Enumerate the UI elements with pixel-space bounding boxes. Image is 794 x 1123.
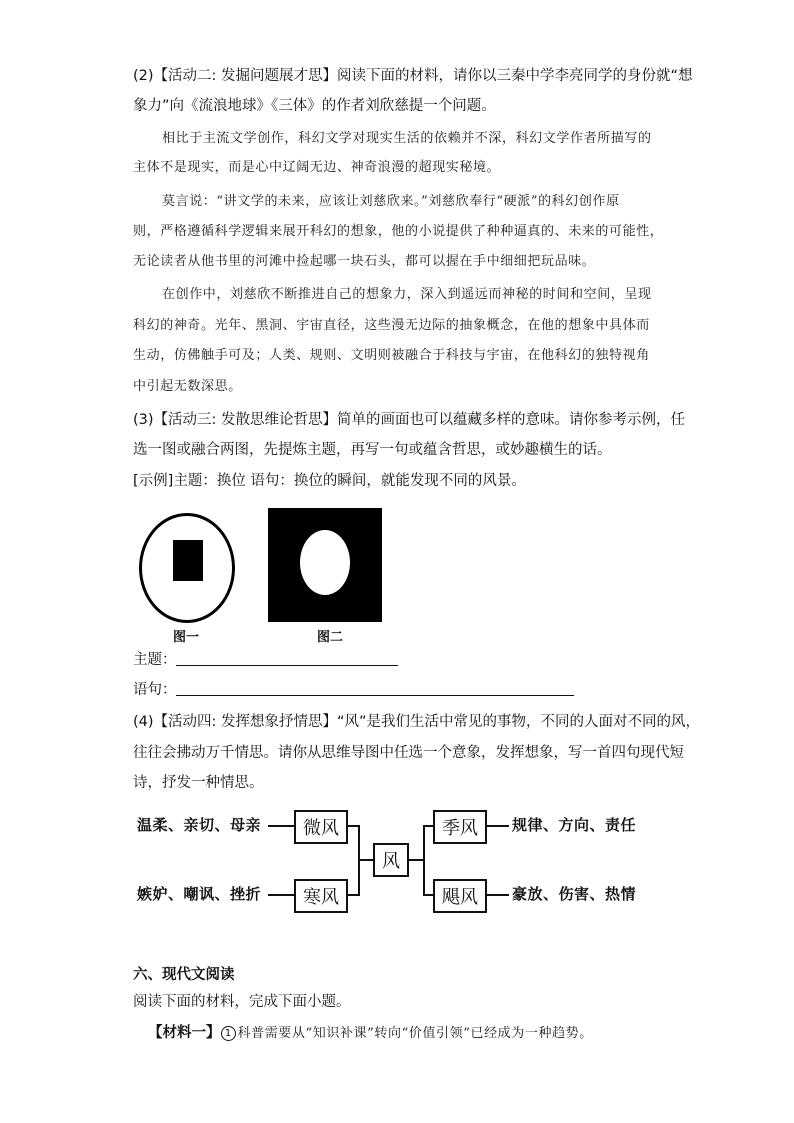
figure-2-white-oval	[300, 530, 350, 595]
connector-jufeng-left	[423, 894, 433, 896]
q3-prompt-line-2: 选一图或融合两图，先提炼主题，再写一句或蕴含哲思，或妙趣横生的话。	[133, 442, 612, 458]
weifeng-box: 微风	[294, 810, 348, 844]
weifeng-associations: 温柔、亲切、母亲	[137, 816, 262, 834]
jifeng-box: 季风	[433, 810, 487, 844]
jufeng-associations: 豪放、伤害、热情	[512, 885, 637, 903]
connector-jufeng-right	[487, 894, 509, 896]
q2-material-p1-line-1: 相比于主流文学创作，科幻文学对现实生活的依赖并不深，科幻文学作者所描写的	[162, 131, 652, 146]
circled-number-1: 1	[221, 1026, 236, 1041]
section-6-instructions: 阅读下面的材料，完成下面小题。	[133, 994, 351, 1010]
q2-material-p2-line-2: 则，严格遵循科学逻辑来展开科幻的想象，他的小说提供了种种逼真的、未来的可能性，	[133, 224, 664, 239]
q2-material-p3-line-3: 生动，仿佛触手可及；人类、规则、文明则被融合于科技与宇宙，在他科幻的独特视角	[133, 348, 650, 363]
connector-left-to-center	[358, 859, 373, 861]
material-1-line	[148, 1023, 593, 1044]
hanfeng-box: 寒风	[294, 879, 348, 913]
q2-prompt-line-1: (2)【活动二: 发掘问题展才思】阅读下面的材料，请你以三秦中学李亮同学的身份就“想	[133, 68, 693, 84]
jufeng-box: 飓风	[433, 879, 487, 913]
q4-prompt-line-3: 诗，抒发一种情思。	[133, 775, 264, 791]
connector-right-vertical	[423, 825, 425, 896]
q2-material-p2-line-1: 莫言说：“讲文学的未来，应该让刘慈欣来。”刘慈欣奉行“硬派”的科幻创作原	[162, 194, 620, 209]
sentence-label: 语句：	[133, 682, 177, 698]
connector-jifeng-left	[423, 825, 433, 827]
q2-material-p1-line-2: 主体不是现实，而是心中辽阔无边、神奇浪漫的超现实秘境。	[133, 160, 501, 175]
q2-material-p3-line-4: 中引起无数深思。	[133, 379, 242, 394]
theme-label: 主题：	[133, 652, 177, 668]
theme-answer-blank[interactable]	[176, 665, 398, 666]
sentence-answer-blank[interactable]	[176, 695, 574, 696]
jifeng-associations: 规律、方向、责任	[512, 816, 637, 834]
q2-material-p3-line-1: 在创作中，刘慈欣不断推进自己的想象力，深入到遥远而神秘的时间和空间，呈现	[162, 287, 652, 302]
figure-1-caption: 图一	[173, 630, 200, 645]
q2-material-p3-line-2: 科幻的神奇。光年、黑洞、宇宙直径，这些漫无边际的抽象概念，在他的想象中具体而	[133, 318, 650, 333]
material-1-label: 【材料一】	[148, 1025, 221, 1041]
q3-example: [示例]主题：换位 语句：换位的瞬间，就能发现不同的风景。	[133, 473, 526, 489]
feng-center-box: 风	[373, 843, 409, 877]
q4-prompt-line-2: 往往会拂动万千情思。请你从思维导图中任选一个意象，发挥想象，写一首四句现代短	[133, 745, 684, 761]
section-6-heading: 六、现代文阅读	[133, 967, 235, 983]
q2-prompt-line-2: 象力”向《流浪地球》《三体》的作者刘欣慈提一个问题。	[133, 98, 496, 114]
connector-hanfeng-left	[268, 894, 294, 896]
connector-weifeng-left	[268, 825, 294, 827]
figure-2-caption: 图二	[317, 630, 344, 645]
q3-prompt-line-1: (3)【活动三: 发散思维论哲思】简单的画面也可以蕴藏多样的意味。请你参考示例，任	[133, 412, 686, 428]
hanfeng-associations: 嫉妒、嘲讽、挫折	[137, 885, 262, 903]
q2-material-p2-line-3: 无论读者从他书里的河滩中捡起哪一块石头，都可以握在手中细细把玩品味。	[133, 254, 596, 269]
connector-jifeng-right	[487, 825, 509, 827]
figure-1-black-rectangle	[173, 540, 203, 581]
material-1-text: 科普需要从“知识补课”转向“价值引领”已经成为一种趋势。	[237, 1026, 593, 1041]
q4-prompt-line-1: (4)【活动四: 发挥想象抒情思】“风”是我们生活中常见的事物，不同的人面对不同的风，	[133, 714, 701, 730]
